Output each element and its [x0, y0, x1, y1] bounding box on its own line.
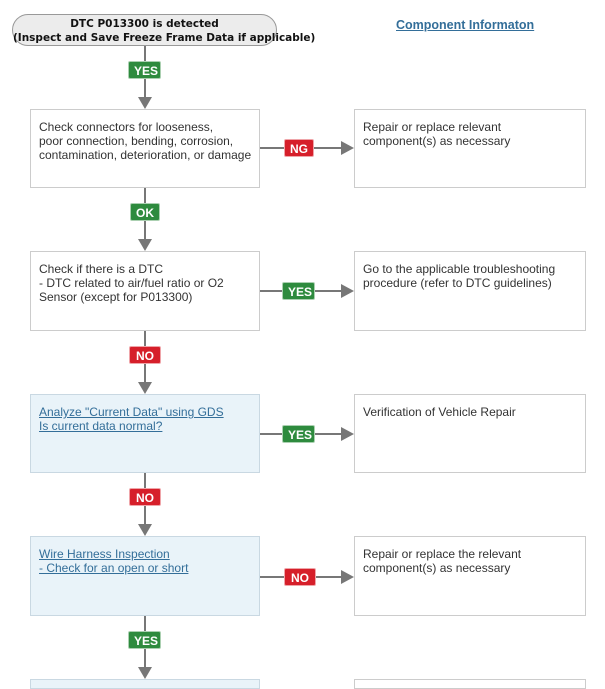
component-information-link[interactable]: Component Informaton: [396, 18, 535, 32]
start-subtitle: (Inspect and Save Freeze Frame Data if applicable): [13, 32, 316, 44]
ok-badge: OK: [130, 203, 160, 221]
next-result-partial: [354, 679, 586, 689]
analyze-current-data-link[interactable]: Analyze "Current Data" using GDS: [39, 405, 224, 419]
yes-badge: YES: [128, 631, 161, 649]
step-text: poor connection, bending, corrosion,: [39, 134, 234, 148]
repair-relevant-result: [354, 536, 586, 616]
step-text: contamination, deterioration, or damage: [39, 148, 252, 162]
step-text: Check if there is a DTC: [39, 262, 164, 276]
repair-replace-result: [354, 109, 586, 188]
result-text: procedure (refer to DTC guidelines): [363, 276, 552, 290]
result-text: Go to the applicable troubleshooting: [363, 262, 556, 276]
yes-badge: YES: [282, 425, 315, 443]
next-step-partial: [30, 679, 260, 689]
yes-badge: YES: [282, 282, 315, 300]
wire-harness-inspection-link[interactable]: Wire Harness Inspection: [39, 547, 170, 561]
troubleshooting-result: [354, 251, 586, 331]
check-open-short-link[interactable]: - Check for an open or short: [39, 561, 189, 575]
arrow-down-icon: [138, 97, 152, 109]
arrow-right-icon: [341, 427, 354, 441]
analyze-current-data-step: [30, 394, 260, 473]
no-badge: NO: [284, 568, 316, 586]
result-text: component(s) as necessary: [363, 134, 511, 148]
arrow-down-icon: [138, 382, 152, 394]
start-node: [12, 14, 316, 46]
check-connectors-step: [30, 109, 260, 188]
result-text: Verification of Vehicle Repair: [363, 405, 516, 419]
verification-result: [354, 394, 586, 473]
arrow-right-icon: [341, 284, 354, 298]
result-text: Repair or replace the relevant: [363, 547, 522, 561]
arrow-down-icon: [138, 524, 152, 536]
wire-harness-step: [30, 536, 260, 616]
current-data-normal-link[interactable]: Is current data normal?: [39, 419, 163, 433]
arrow-right-icon: [341, 141, 354, 155]
result-text: Repair or replace relevant: [363, 120, 502, 134]
no-badge: NO: [129, 346, 161, 364]
step-text: Sensor (except for P013300): [39, 290, 193, 304]
arrow-right-icon: [341, 570, 354, 584]
start-title: DTC P013300 is detected: [70, 18, 219, 30]
yes-badge: YES: [128, 61, 161, 79]
arrow-down-icon: [138, 667, 152, 679]
step-text: Check connectors for looseness,: [39, 120, 214, 134]
ng-badge: NG: [284, 139, 314, 157]
result-text: component(s) as necessary: [363, 561, 511, 575]
step-text: - DTC related to air/fuel ratio or O2: [39, 276, 224, 290]
arrow-down-icon: [138, 239, 152, 251]
no-badge: NO: [129, 488, 161, 506]
check-dtc-step: [30, 251, 260, 331]
